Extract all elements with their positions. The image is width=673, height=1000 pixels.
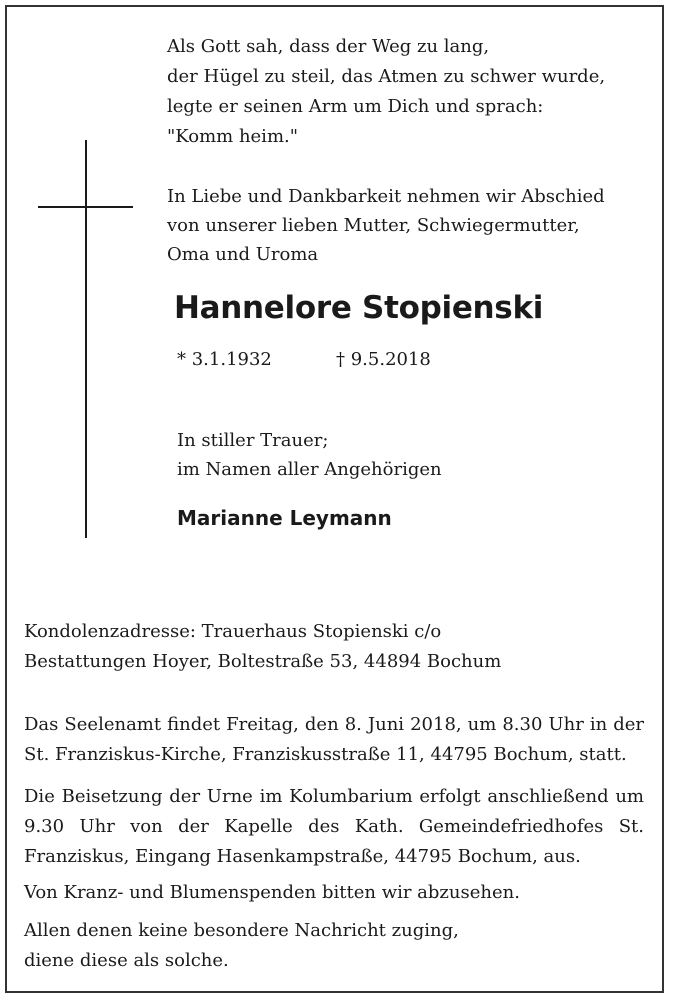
farewell-line: Oma und Uroma — [167, 244, 319, 265]
farewell-line: In Liebe und Dankbarkeit nehmen wir Abschied — [167, 186, 605, 207]
poem-line: Als Gott sah, dass der Weg zu lang, — [167, 36, 490, 57]
birth-date: * 3.1.1932 — [177, 349, 272, 370]
mourning-line: In stiller Trauer; — [177, 430, 329, 451]
mourning-line: im Namen aller Angehörigen — [177, 459, 442, 480]
deceased-name: Hannelore Stopienski — [174, 290, 544, 326]
flowers-paragraph: Von Kranz- und Blumenspenden bitten wir abzusehen. — [24, 882, 520, 903]
notice-line: diene diese als solche. — [24, 950, 229, 971]
condolence-address — [24, 617, 501, 677]
cross-icon-vertical-bar — [85, 140, 87, 538]
notice-paragraph — [24, 916, 644, 976]
poem-line: legte er seinen Arm um Dich und sprach: — [167, 96, 544, 117]
burial-paragraph: Die Beisetzung der Urne im Kolumbarium erfolgt anschließend um 9.30 Uhr von der Kapelle des Kath. Gemeindefriedhofes St. Franziskus, Eingang Hasenkampstraße, 44795 Bochum, aus. — [24, 786, 644, 867]
address-line: Kondolenzadresse: Trauerhaus Stopienski c/o — [24, 621, 442, 642]
cross-icon-horizontal-bar — [38, 206, 133, 208]
poem-line: "Komm heim." — [167, 126, 299, 147]
poem-line: der Hügel zu steil, das Atmen zu schwer wurde, — [167, 66, 606, 87]
requiem-paragraph: Das Seelenamt findet Freitag, den 8. Juni 2018, um 8.30 Uhr in der St. Franziskus-Kirche, Franziskusstraße 11, 44795 Bochum, statt. — [24, 714, 644, 765]
address-line: Bestattungen Hoyer, Boltestraße 53, 44894 Bochum — [24, 651, 502, 672]
death-date: † 9.5.2018 — [336, 349, 431, 370]
notice-line: Allen denen keine besondere Nachricht zuging, — [24, 920, 459, 941]
farewell-text — [167, 182, 605, 269]
farewell-line: von unserer lieben Mutter, Schwiegermutter, — [167, 215, 580, 236]
poem — [167, 32, 605, 152]
signer-name: Marianne Leymann — [177, 506, 392, 530]
mourning-text — [177, 426, 442, 484]
